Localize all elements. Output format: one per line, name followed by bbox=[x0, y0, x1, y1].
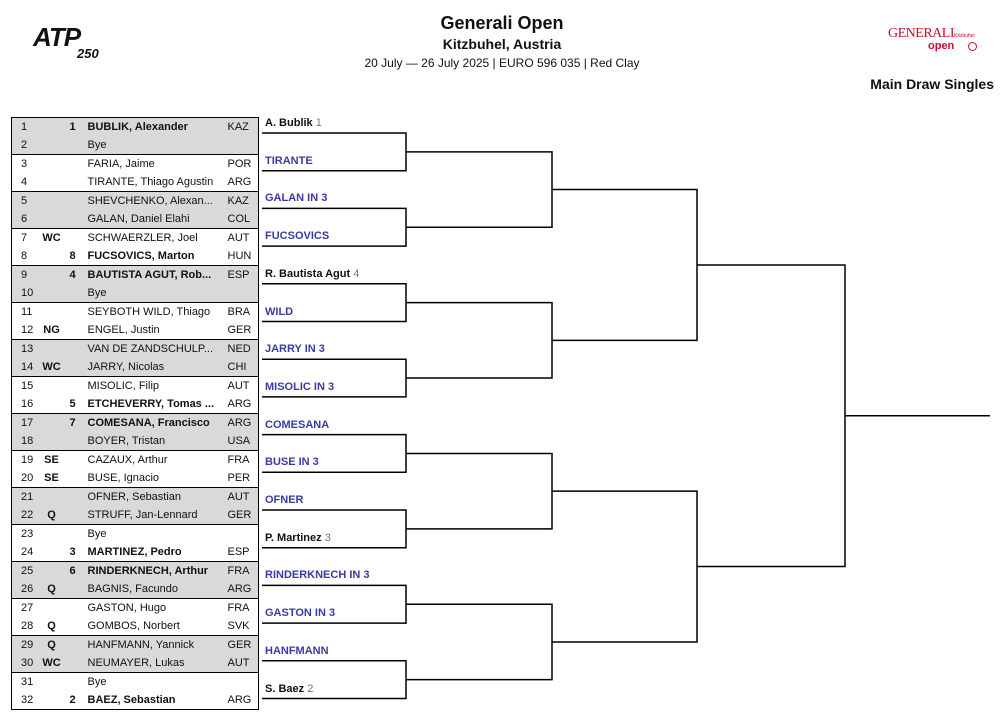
quarterfinal-connector bbox=[406, 453, 552, 528]
sponsor-logo-line2: open bbox=[928, 40, 955, 52]
player-nation: ARG bbox=[227, 176, 252, 188]
player-name: Bye bbox=[82, 284, 225, 303]
player-nation: HUN bbox=[227, 250, 252, 262]
player-nation: ARG bbox=[227, 398, 252, 410]
player-nation: GER bbox=[225, 506, 259, 525]
player-name: SCHWAERZLER, Joel bbox=[87, 232, 198, 244]
player-entry: SE bbox=[44, 454, 59, 466]
winner-seed: 2 bbox=[307, 682, 314, 695]
round1-winner bbox=[265, 607, 335, 619]
player-entry: WC bbox=[40, 654, 64, 673]
player-nation: AUT bbox=[225, 654, 259, 673]
player-nation: POR bbox=[227, 158, 252, 170]
player-position: 4 bbox=[21, 176, 28, 188]
round1-winner bbox=[265, 192, 327, 204]
player-name: BOYER, Tristan bbox=[82, 432, 225, 451]
player-position: 32 bbox=[21, 694, 34, 706]
winner-name: P. Martinez bbox=[265, 531, 322, 544]
atp-logo-word: ATP bbox=[33, 22, 81, 52]
atp-logo-number: 250 bbox=[77, 46, 99, 61]
player-nation: GER bbox=[227, 324, 252, 336]
player-position: 5 bbox=[12, 192, 40, 211]
player-name: STRUFF, Jan-Lennard bbox=[82, 506, 225, 525]
round1-winner bbox=[265, 645, 329, 657]
player-seed: 8 bbox=[69, 250, 76, 262]
player-name: SHEVCHENKO, Alexan... bbox=[82, 192, 225, 211]
player-name: OFNER, Sebastian bbox=[82, 488, 225, 507]
player-position: 24 bbox=[21, 546, 34, 558]
player-position: 26 bbox=[12, 580, 40, 599]
player-position: 1 bbox=[12, 118, 40, 137]
player-seed: 3 bbox=[69, 546, 76, 558]
player-name: NEUMAYER, Lukas bbox=[82, 654, 225, 673]
player-entry: WC bbox=[40, 358, 64, 377]
player-nation: AUT bbox=[225, 488, 259, 507]
winner-seed: 3 bbox=[324, 531, 331, 544]
player-position: 10 bbox=[12, 284, 40, 303]
winner-name: BUSE IN 3 bbox=[265, 456, 319, 469]
round1-winner bbox=[265, 230, 329, 242]
winner-name: WILD bbox=[265, 305, 294, 318]
player-name: CAZAUX, Arthur bbox=[87, 454, 168, 466]
player-seed: 2 bbox=[69, 694, 76, 706]
winner-seed: 1 bbox=[315, 117, 322, 129]
player-nation: FRA bbox=[227, 602, 250, 614]
winner-name: OFNER bbox=[265, 494, 304, 506]
tournament-details: 20 July — 26 July 2025 | EURO 596 035 | Red Clay bbox=[364, 56, 640, 70]
round1-winner bbox=[265, 569, 370, 581]
player-position: 30 bbox=[12, 654, 40, 673]
player-entry: Q bbox=[40, 636, 64, 655]
player-position: 15 bbox=[21, 380, 34, 392]
player-position: 25 bbox=[12, 562, 40, 581]
player-nation: PER bbox=[227, 472, 251, 484]
player-position: 20 bbox=[21, 472, 34, 484]
player-nation: ESP bbox=[227, 546, 250, 558]
winner-name: RINDERKNECH IN 3 bbox=[265, 569, 370, 582]
player-position: 14 bbox=[12, 358, 40, 377]
player-name: ENGEL, Justin bbox=[87, 324, 160, 336]
round1-winner bbox=[265, 306, 293, 318]
player-name: FUCSOVICS, Marton bbox=[87, 250, 195, 262]
player-name: TIRANTE, Thiago Agustin bbox=[87, 176, 214, 188]
winner-name: A. Bublik bbox=[265, 117, 313, 129]
player-position: 12 bbox=[21, 324, 34, 336]
round1-winner bbox=[265, 532, 331, 544]
player-name: Bye bbox=[87, 676, 107, 688]
sponsor-logo-small: Kitzbuhel bbox=[954, 33, 975, 39]
player-position: 9 bbox=[12, 266, 40, 285]
player-nation: KAZ bbox=[225, 192, 259, 211]
round1-winner bbox=[265, 117, 322, 129]
player-nation: ESP bbox=[225, 266, 259, 285]
player-nation: COL bbox=[225, 210, 259, 229]
player-position: 31 bbox=[21, 676, 34, 688]
winner-name: JARRY IN 3 bbox=[265, 343, 325, 356]
player-nation: AUT bbox=[227, 232, 250, 244]
player-entry: Q bbox=[47, 620, 56, 632]
player-nation: CHI bbox=[225, 358, 259, 377]
round1-winner bbox=[265, 456, 319, 468]
player-nation: SVK bbox=[227, 620, 250, 632]
winner-name: GALAN IN 3 bbox=[265, 192, 328, 205]
player-entry: SE bbox=[44, 472, 59, 484]
player-position: 2 bbox=[12, 136, 40, 155]
round1-winner bbox=[265, 155, 313, 167]
winner-name: S. Baez bbox=[265, 682, 305, 695]
player-name: JARRY, Nicolas bbox=[82, 358, 225, 377]
player-position: 6 bbox=[12, 210, 40, 229]
player-nation: ARG bbox=[225, 414, 259, 433]
player-position: 17 bbox=[12, 414, 40, 433]
player-nation: NED bbox=[225, 340, 259, 359]
player-name: GOMBOS, Norbert bbox=[87, 620, 180, 632]
player-nation: ARG bbox=[227, 694, 252, 706]
player-position: 19 bbox=[21, 454, 34, 466]
player-seed: 5 bbox=[69, 398, 76, 410]
player-position: 29 bbox=[12, 636, 40, 655]
player-name: ETCHEVERRY, Tomas ... bbox=[87, 398, 215, 410]
winner-name: TIRANTE bbox=[265, 154, 313, 167]
tournament-location: Kitzbuhel, Austria bbox=[442, 36, 562, 52]
player-nation: FRA bbox=[225, 562, 259, 581]
sponsor-logo-line1: GENERALI bbox=[888, 26, 954, 41]
player-position: 16 bbox=[21, 398, 34, 410]
player-nation: AUT bbox=[227, 380, 250, 392]
winner-name: FUCSOVICS bbox=[265, 230, 330, 243]
final-connector bbox=[697, 265, 845, 567]
player-name: GASTON, Hugo bbox=[87, 602, 167, 614]
semifinal-connector bbox=[552, 491, 697, 642]
player-nation: KAZ bbox=[225, 118, 259, 137]
player-position: 21 bbox=[12, 488, 40, 507]
winner-name: R. Bautista Agut bbox=[265, 267, 351, 280]
player-seed: 6 bbox=[64, 562, 82, 581]
player-position: 27 bbox=[21, 602, 34, 614]
player-entry: NG bbox=[43, 324, 60, 336]
player-position: 22 bbox=[12, 506, 40, 525]
winner-seed: 4 bbox=[353, 267, 360, 280]
player-name: BUBLIK, Alexander bbox=[82, 118, 225, 137]
player-name: MISOLIC, Filip bbox=[87, 380, 160, 392]
player-position: 8 bbox=[21, 250, 28, 262]
round1-winner bbox=[265, 381, 334, 393]
player-seed: 4 bbox=[64, 266, 82, 285]
round1-winner bbox=[265, 494, 304, 506]
player-name: BUSE, Ignacio bbox=[87, 472, 160, 484]
winner-name: HANFMANN bbox=[265, 644, 329, 657]
winner-name: MISOLIC IN 3 bbox=[265, 380, 335, 393]
round1-winner bbox=[265, 343, 325, 355]
player-name: MARTINEZ, Pedro bbox=[87, 546, 182, 558]
player-position: 23 bbox=[21, 528, 34, 540]
round1-winner bbox=[265, 419, 329, 431]
player-position: 13 bbox=[12, 340, 40, 359]
player-seed: 7 bbox=[64, 414, 82, 433]
player-name: SEYBOTH WILD, Thiago bbox=[87, 306, 211, 318]
player-position: 3 bbox=[21, 158, 28, 170]
player-name: Bye bbox=[87, 528, 107, 540]
quarterfinal-connector bbox=[406, 152, 552, 227]
player-name: FARIA, Jaime bbox=[87, 158, 155, 170]
quarterfinal-connector bbox=[406, 604, 552, 679]
draw-label: Main Draw Singles bbox=[870, 76, 994, 92]
player-position: 18 bbox=[12, 432, 40, 451]
player-nation: USA bbox=[225, 432, 259, 451]
round1-winner bbox=[265, 683, 313, 695]
winner-name: GASTON IN 3 bbox=[265, 607, 336, 620]
tournament-title: Generali Open bbox=[440, 13, 564, 33]
player-name: BAEZ, Sebastian bbox=[87, 694, 176, 706]
player-position: 7 bbox=[21, 232, 28, 244]
quarterfinal-connector bbox=[406, 303, 552, 378]
player-name: HANFMANN, Yannick bbox=[82, 636, 225, 655]
semifinal-connector bbox=[552, 190, 697, 341]
player-name: VAN DE ZANDSCHULP... bbox=[82, 340, 225, 359]
winner-name: COMESANA bbox=[265, 418, 330, 431]
round1-winner bbox=[265, 268, 359, 280]
player-name: BAUTISTA AGUT, Rob... bbox=[82, 266, 225, 285]
player-entry: WC bbox=[42, 232, 61, 244]
player-entry: Q bbox=[40, 580, 64, 599]
player-name: GALAN, Daniel Elahi bbox=[82, 210, 225, 229]
player-position: 28 bbox=[21, 620, 34, 632]
player-entry: Q bbox=[40, 506, 64, 525]
player-nation: GER bbox=[225, 636, 259, 655]
player-name: RINDERKNECH, Arthur bbox=[82, 562, 225, 581]
player-nation: BRA bbox=[227, 306, 251, 318]
player-nation: ARG bbox=[225, 580, 259, 599]
player-name: COMESANA, Francisco bbox=[82, 414, 225, 433]
player-seed: 1 bbox=[64, 118, 82, 137]
player-position: 11 bbox=[21, 306, 33, 318]
player-nation: FRA bbox=[227, 454, 250, 466]
player-name: Bye bbox=[82, 136, 225, 155]
player-name: BAGNIS, Facundo bbox=[82, 580, 225, 599]
